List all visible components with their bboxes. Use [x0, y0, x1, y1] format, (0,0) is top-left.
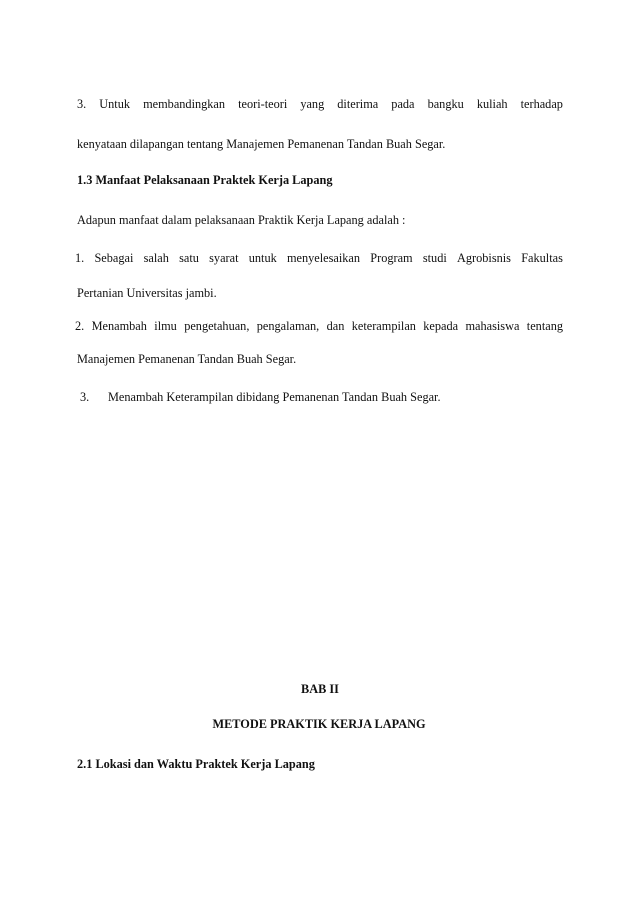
word: Agrobisnis: [456, 251, 511, 265]
word: untuk: [248, 251, 277, 265]
word: studi: [422, 251, 447, 265]
word: bangku: [427, 97, 464, 111]
word: Menambah: [91, 319, 147, 333]
word: yang: [300, 97, 325, 111]
chapter-title: BAB II: [301, 682, 339, 696]
word: Sebagai: [94, 251, 134, 265]
word: Fakultas: [521, 251, 563, 265]
word: syarat: [209, 251, 239, 265]
list-item-1: [75, 250, 563, 266]
word: membandingkan: [143, 97, 226, 111]
list-number-2: 2.: [75, 319, 85, 333]
list-number-1: 1.: [75, 251, 85, 265]
word: menyelesaikan: [286, 251, 361, 265]
list-item-3: [80, 389, 566, 405]
word: Program: [370, 251, 413, 265]
word: keterampilan: [351, 319, 416, 333]
word: diterima: [337, 97, 379, 111]
list-item-1-continuation: Pertanian Universitas jambi.: [77, 286, 217, 300]
section-heading-1-3: 1.3 Manfaat Pelaksanaan Praktek Kerja Lapang: [77, 173, 333, 187]
word: pengalaman,: [256, 319, 320, 333]
section-heading-2-1: 2.1 Lokasi dan Waktu Praktek Kerja Lapang: [77, 757, 315, 771]
word: kuliah: [476, 97, 508, 111]
word: kepada: [423, 319, 459, 333]
word: teori-teori: [238, 97, 288, 111]
intro-text: Adapun manfaat dalam pelaksanaan Praktik Kerja Lapang adalah :: [77, 213, 406, 227]
word: satu: [179, 251, 199, 265]
word: Untuk: [99, 97, 131, 111]
word: tentang: [526, 319, 563, 333]
word: salah: [143, 251, 169, 265]
paragraph-line-2: kenyataan dilapangan tentang Manajemen Pemanenan Tandan Buah Segar.: [77, 137, 446, 151]
list-number-3: 3.: [77, 97, 87, 111]
word: pada: [391, 97, 415, 111]
list-number-3b: 3.: [80, 390, 90, 404]
list-item-3-text: Menambah Keterampilan dibidang Pemanenan Tandan Buah Segar.: [108, 390, 441, 404]
paragraph-line-1: [77, 96, 563, 112]
word: dan: [326, 319, 345, 333]
word: terhadap: [520, 97, 563, 111]
word: mahasiswa: [465, 319, 520, 333]
word: pengetahuan,: [184, 319, 250, 333]
word: ilmu: [154, 319, 177, 333]
chapter-subtitle: METODE PRAKTIK KERJA LAPANG: [212, 717, 426, 731]
list-item-2-continuation: Manajemen Pemanenan Tandan Buah Segar.: [77, 352, 297, 366]
list-item-2: [75, 318, 563, 334]
